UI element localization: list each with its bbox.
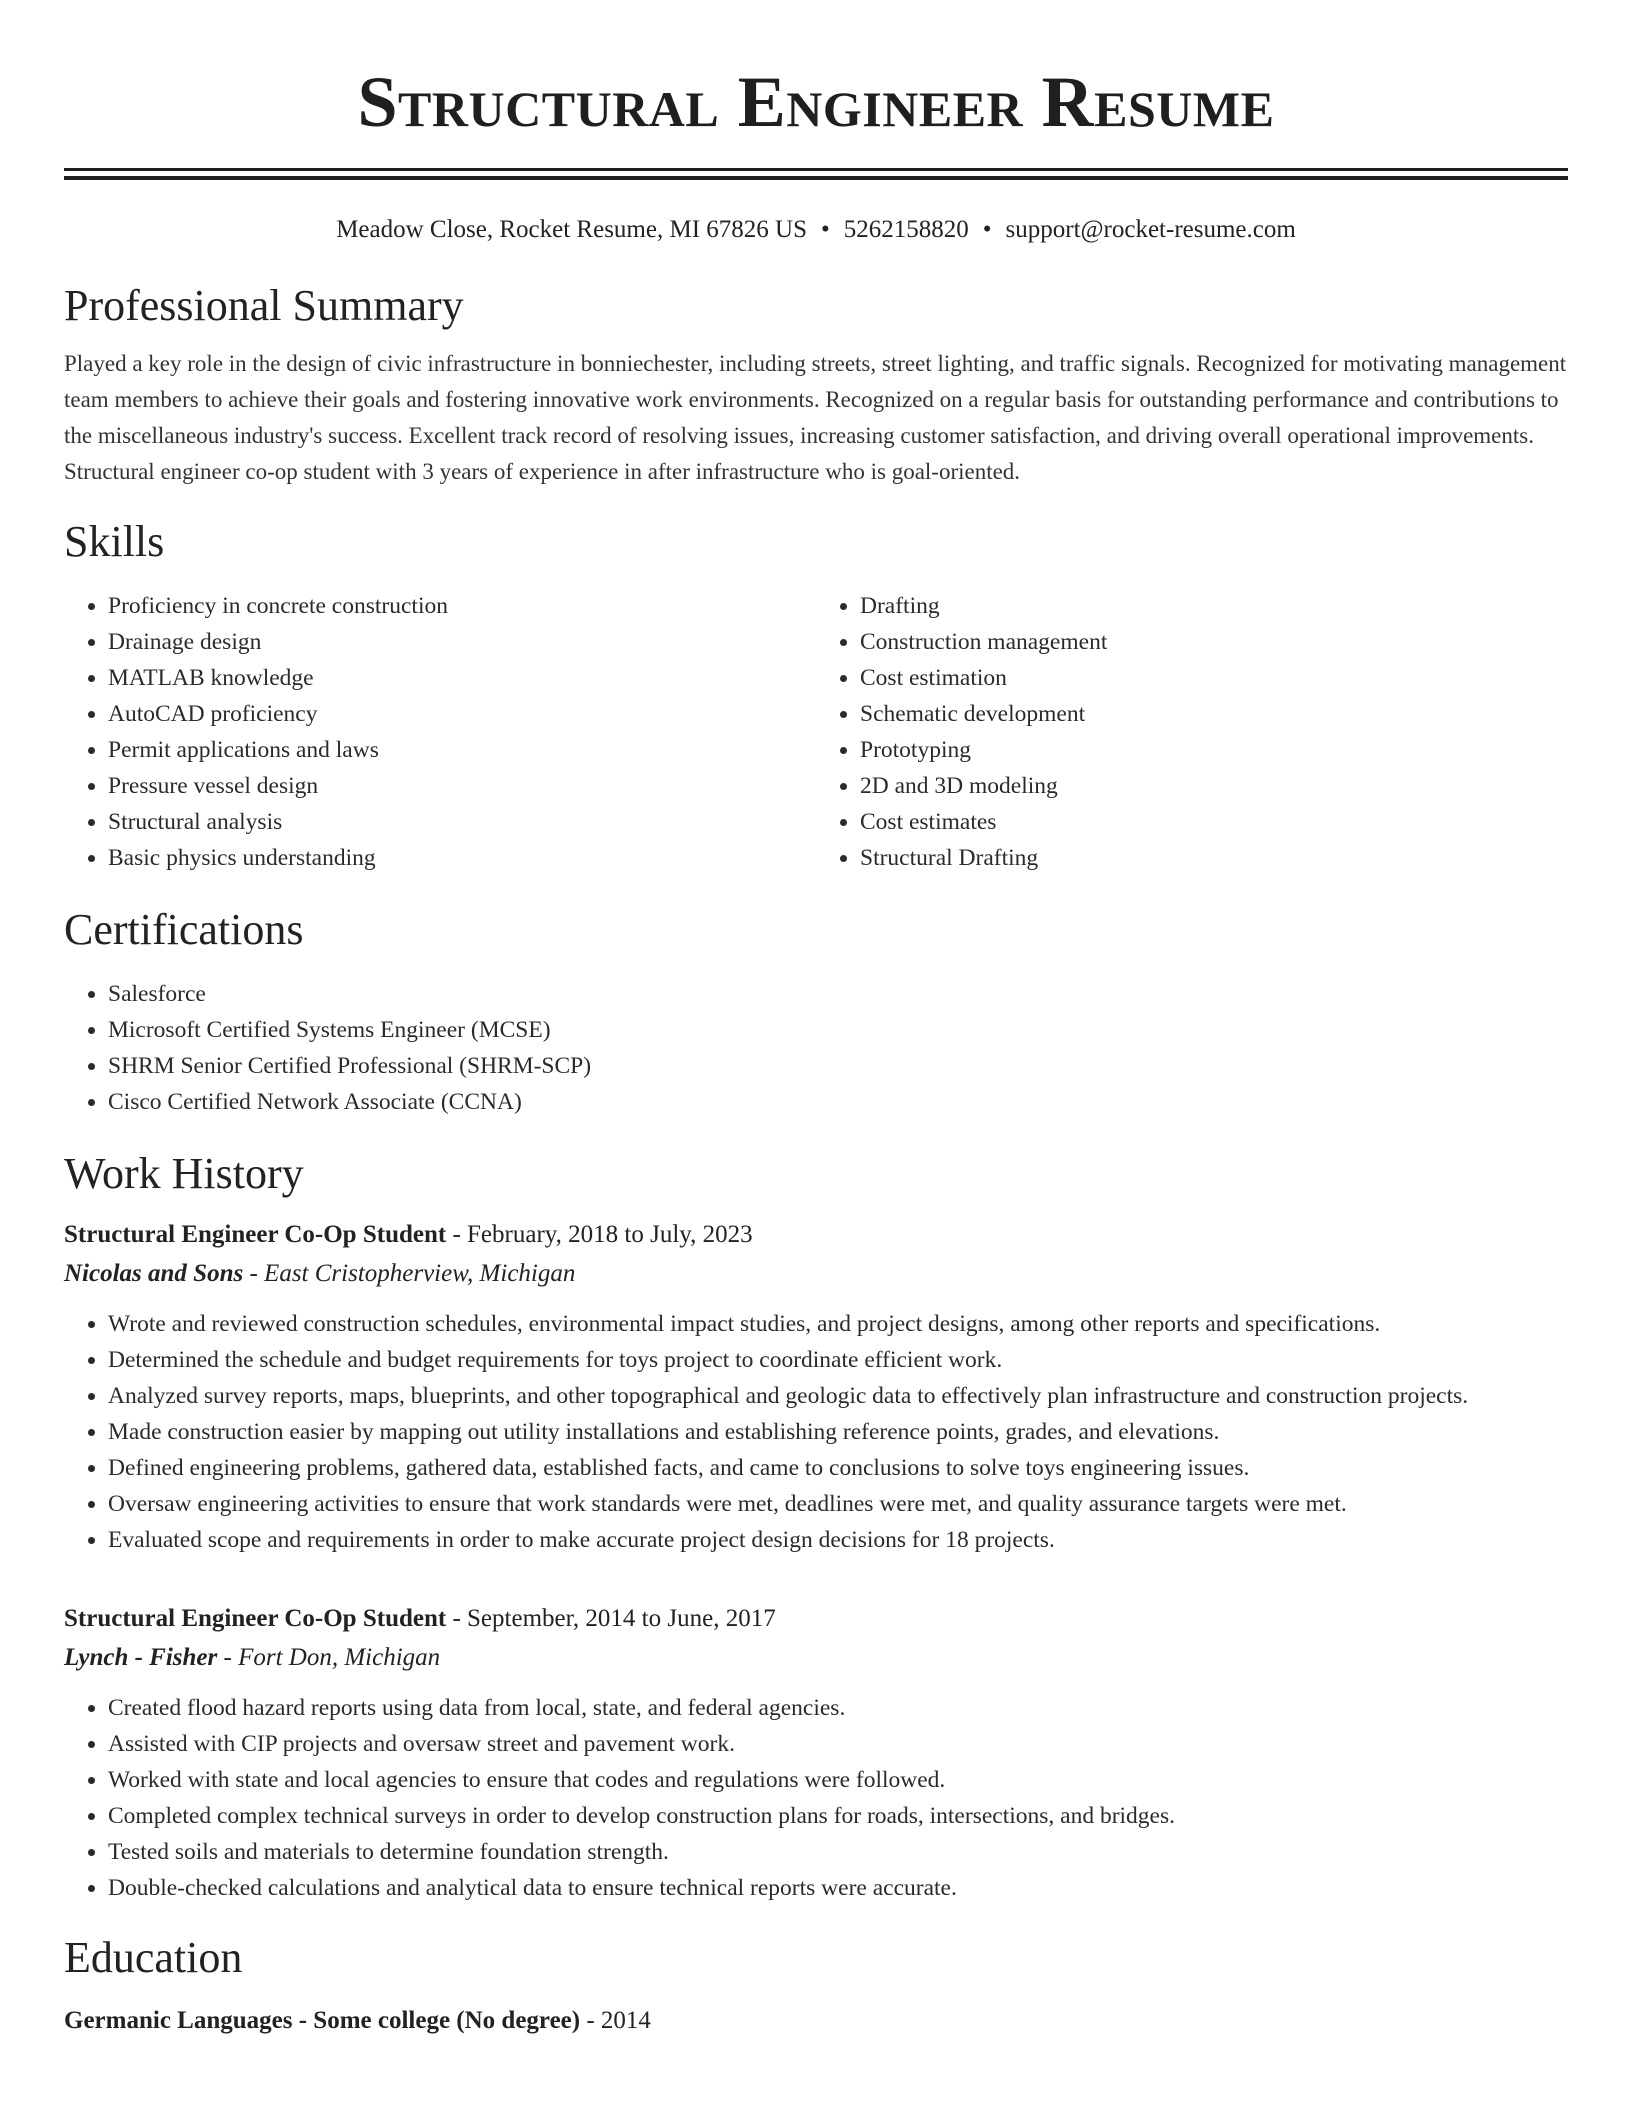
job-title: Structural Engineer Co-Op Student bbox=[64, 1605, 447, 1632]
skill-item: • Cost estimates bbox=[860, 804, 1568, 840]
job-dates: - September, 2014 to June, 2017 bbox=[446, 1605, 776, 1632]
job-header bbox=[64, 1600, 1568, 1638]
skill-item: • Schematic development bbox=[860, 696, 1568, 732]
job-dates: - February, 2018 to July, 2023 bbox=[446, 1221, 753, 1248]
job-duty: • Created flood hazard reports using data from local, state, and federal agencies. bbox=[108, 1690, 1568, 1726]
job-company: Nicolas and Sons bbox=[64, 1260, 244, 1287]
job-duty: • Evaluated scope and requirements in order to make accurate project design decisions for 18 projects. bbox=[108, 1522, 1568, 1558]
job-duty: • Tested soils and materials to determine foundation strength. bbox=[108, 1834, 1568, 1870]
skills-list-right bbox=[816, 588, 1568, 876]
contact-email: support@rocket-resume.com bbox=[1005, 216, 1296, 243]
job-duty: • Wrote and reviewed construction schedules, environmental impact studies, and project designs, among other reports and specifications. bbox=[108, 1306, 1568, 1342]
education-year: - 2014 bbox=[580, 2007, 651, 2034]
job-duty: • Double-checked calculations and analytical data to ensure technical reports were accurate. bbox=[108, 1870, 1568, 1906]
job-duty: • Worked with state and local agencies to ensure that codes and regulations were followed. bbox=[108, 1762, 1568, 1798]
job-duty: • Analyzed survey reports, maps, blueprints, and other topographical and geologic data to effectively plan infrastructure and construction projects. bbox=[108, 1378, 1568, 1414]
education-degree: Germanic Languages - Some college (No degree) bbox=[64, 2007, 581, 2034]
skill-item: • Permit applications and laws bbox=[108, 732, 816, 768]
certifications-heading: Certifications bbox=[64, 905, 304, 954]
certification-item: • Salesforce bbox=[108, 976, 1568, 1012]
skill-item: • Cost estimation bbox=[860, 660, 1568, 696]
certification-item: • Cisco Certified Network Associate (CCNA) bbox=[108, 1084, 1568, 1120]
contact-separator: • bbox=[820, 216, 830, 243]
skill-item: • MATLAB knowledge bbox=[108, 660, 816, 696]
certifications-list bbox=[64, 976, 1568, 1120]
skills-columns bbox=[64, 588, 1568, 876]
skills-heading: Skills bbox=[64, 517, 165, 566]
page-title: Structural Engineer Resume bbox=[357, 62, 1275, 142]
summary-text: Played a key role in the design of civic infrastructure in bonniechester, including streets, street lighting, and traffic signals. Recognized for motivating management team members to achieve their goals and fostering innovative work environments. Recognized on a regular basis for outstanding performance and contributions to the miscellaneous industry's success. Excellent track record of resolving issues, increasing customer satisfaction, and driving overall operational improvements. Structural engineer co-op student with 3 years of experience in after infrastructure who is goal-oriented. bbox=[64, 351, 1567, 484]
contact-phone: 5262158820 bbox=[843, 216, 969, 243]
job-duty: • Determined the schedule and budget requirements for toys project to coordinate efficient work. bbox=[108, 1342, 1568, 1378]
job-entry bbox=[64, 1216, 1568, 1558]
job-duty: • Completed complex technical surveys in order to develop construction plans for roads, intersections, and bridges. bbox=[108, 1798, 1568, 1834]
job-employer bbox=[64, 1638, 1568, 1678]
certifications-section bbox=[64, 904, 1568, 1120]
job-duties-list bbox=[64, 1690, 1568, 1906]
skill-item: • Construction management bbox=[860, 624, 1568, 660]
skill-item: • 2D and 3D modeling bbox=[860, 768, 1568, 804]
contact-separator: • bbox=[982, 216, 992, 243]
skill-item: • Drafting bbox=[860, 588, 1568, 624]
summary-heading: Professional Summary bbox=[64, 281, 464, 330]
skill-item: • Pressure vessel design bbox=[108, 768, 816, 804]
skill-item: • Structural Drafting bbox=[860, 840, 1568, 876]
work-history-heading: Work History bbox=[64, 1149, 304, 1198]
job-location: - Fort Don, Michigan bbox=[217, 1644, 441, 1671]
job-entry bbox=[64, 1600, 1568, 1906]
job-employer bbox=[64, 1254, 1568, 1294]
job-duty: • Made construction easier by mapping out utility installations and establishing reference points, grades, and elevations. bbox=[108, 1414, 1568, 1450]
job-header bbox=[64, 1216, 1568, 1254]
skill-item: • Drainage design bbox=[108, 624, 816, 660]
job-location: - East Cristopherview, Michigan bbox=[243, 1260, 576, 1287]
job-duty: • Defined engineering problems, gathered data, established facts, and came to conclusions to solve toys engineering issues. bbox=[108, 1450, 1568, 1486]
job-duty: • Assisted with CIP projects and oversaw street and pavement work. bbox=[108, 1726, 1568, 1762]
job-duties-list bbox=[64, 1306, 1568, 1558]
skills-list-left bbox=[64, 588, 816, 876]
education-heading: Education bbox=[64, 1933, 243, 1982]
title-divider bbox=[64, 168, 1568, 180]
contact-line bbox=[64, 214, 1568, 246]
contact-address: Meadow Close, Rocket Resume, MI 67826 US bbox=[336, 216, 807, 243]
certification-item: • Microsoft Certified Systems Engineer (MCSE) bbox=[108, 1012, 1568, 1048]
skills-section bbox=[64, 516, 1568, 876]
skill-item: • Structural analysis bbox=[108, 804, 816, 840]
certification-item: • SHRM Senior Certified Professional (SHRM-SCP) bbox=[108, 1048, 1568, 1084]
education-section bbox=[64, 1932, 1568, 2040]
education-entry bbox=[64, 2002, 1568, 2040]
skill-item: • Proficiency in concrete construction bbox=[108, 588, 816, 624]
summary-section bbox=[64, 280, 1568, 490]
job-company: Lynch - Fisher bbox=[64, 1644, 218, 1671]
work-history-section bbox=[64, 1148, 1568, 1906]
job-title: Structural Engineer Co-Op Student bbox=[64, 1221, 447, 1248]
skill-item: • Basic physics understanding bbox=[108, 840, 816, 876]
skill-item: • Prototyping bbox=[860, 732, 1568, 768]
skill-item: • AutoCAD proficiency bbox=[108, 696, 816, 732]
job-duty: • Oversaw engineering activities to ensure that work standards were met, deadlines were met, and quality assurance targets were met. bbox=[108, 1486, 1568, 1522]
